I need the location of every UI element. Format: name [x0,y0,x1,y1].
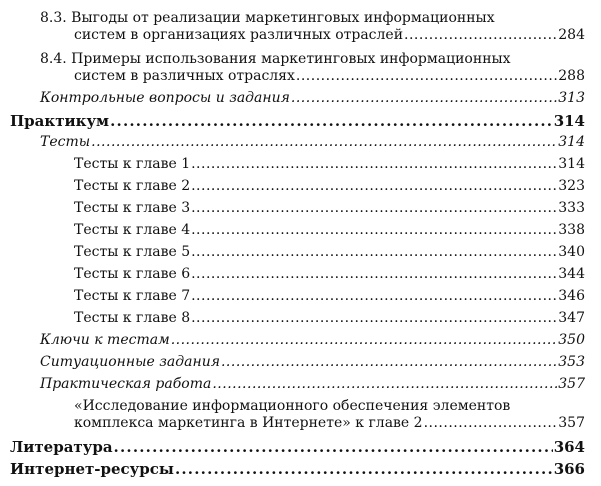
leader-dots [175,460,553,478]
toc-entry [74,156,585,173]
toc-entry-title-line: 8.3. Выгоды от реализации маркетинговых информационных [40,10,495,26]
toc-page-number: 364 [553,438,585,456]
toc-page-number: 314 [558,156,585,172]
leader-dots [404,27,557,44]
toc-section-heading [10,112,585,130]
leader-dots [296,68,557,85]
toc-entry [74,244,585,261]
toc-page-number: 323 [558,178,585,194]
leader-dots [191,156,557,173]
toc-entry-title: Тесты к главе 3 [74,200,191,216]
leader-dots [191,222,557,239]
leader-dots [191,178,557,195]
toc-page-number: 350 [558,332,585,348]
toc-entry-8-4 [40,51,585,85]
toc-page-number: 347 [558,310,585,326]
toc-page-number: 340 [558,244,585,260]
toc-entry-title: Тесты [40,134,91,150]
toc-entry [40,90,585,107]
toc-page-number: 314 [553,112,585,130]
toc-entry [74,200,585,217]
leader-dots [91,134,557,151]
toc-entry-title: Литература [10,438,113,456]
toc-entry-title: Контрольные вопросы и задания [40,90,290,106]
toc-entry-title: Ключи к тестам [40,332,170,348]
toc-page-number: 314 [558,134,585,150]
leader-dots [191,244,557,261]
toc-entry-title: Тесты к главе 1 [74,156,191,172]
toc-page-number: 344 [558,266,585,282]
toc-entry-title: Интернет-ресурсы [10,460,174,478]
toc-page-number: 338 [558,222,585,238]
leader-dots [424,415,558,432]
toc-entry [74,266,585,283]
toc-entry-practical-work [74,398,585,432]
toc-entry-title-line: комплекса маркетинга в Интернете» к главе 2 [74,415,423,431]
toc-page-number: 333 [558,200,585,216]
toc-entry-title: Тесты к главе 7 [74,288,191,304]
leader-dots [191,266,557,283]
toc-entry [74,222,585,239]
toc-page-number: 288 [558,68,585,84]
toc-entry-title: Практикум [10,112,110,130]
toc-entry [74,288,585,305]
toc-page-number: 313 [558,90,585,106]
toc-entry-title: Тесты к главе 2 [74,178,191,194]
toc-section-heading [10,460,585,478]
toc-entry [40,376,585,393]
toc-entry-title: Тесты к главе 8 [74,310,191,326]
toc-entry-title: Практическая работа [40,376,212,392]
leader-dots [110,112,553,130]
toc-entry [40,354,585,371]
toc-entry-title-line: систем в организациях различных отраслей [74,27,404,43]
leader-dots [191,200,557,217]
toc-entry-title: Тесты к главе 6 [74,266,191,282]
leader-dots [114,438,553,456]
toc-page-number: 357 [558,415,585,431]
leader-dots [291,90,557,107]
leader-dots [191,288,557,305]
toc-entry-title: Тесты к главе 5 [74,244,191,260]
toc-entry [40,332,585,349]
toc-page-number: 346 [558,288,585,304]
toc-section-heading [10,438,585,456]
leader-dots [212,376,557,393]
toc-entry [74,310,585,327]
toc-entry-title: Ситуационные задания [40,354,220,370]
toc-page-number: 353 [558,354,585,370]
toc-entry-title-line: 8.4. Примеры использования маркетинговых информационных [40,51,511,67]
leader-dots [171,332,558,349]
toc-entry-title-line: «Исследование информационного обеспечения элементов [74,398,511,414]
toc-entry [74,178,585,195]
toc-entry [40,134,585,151]
toc-page-number: 366 [553,460,585,478]
toc-entry-title: Тесты к главе 4 [74,222,191,238]
toc-entry-title-line: систем в различных отраслях [74,68,295,84]
toc-page-number: 357 [558,376,585,392]
toc-page-number: 284 [558,27,585,43]
toc-entry-8-3 [40,10,585,44]
leader-dots [221,354,557,371]
leader-dots [191,310,557,327]
